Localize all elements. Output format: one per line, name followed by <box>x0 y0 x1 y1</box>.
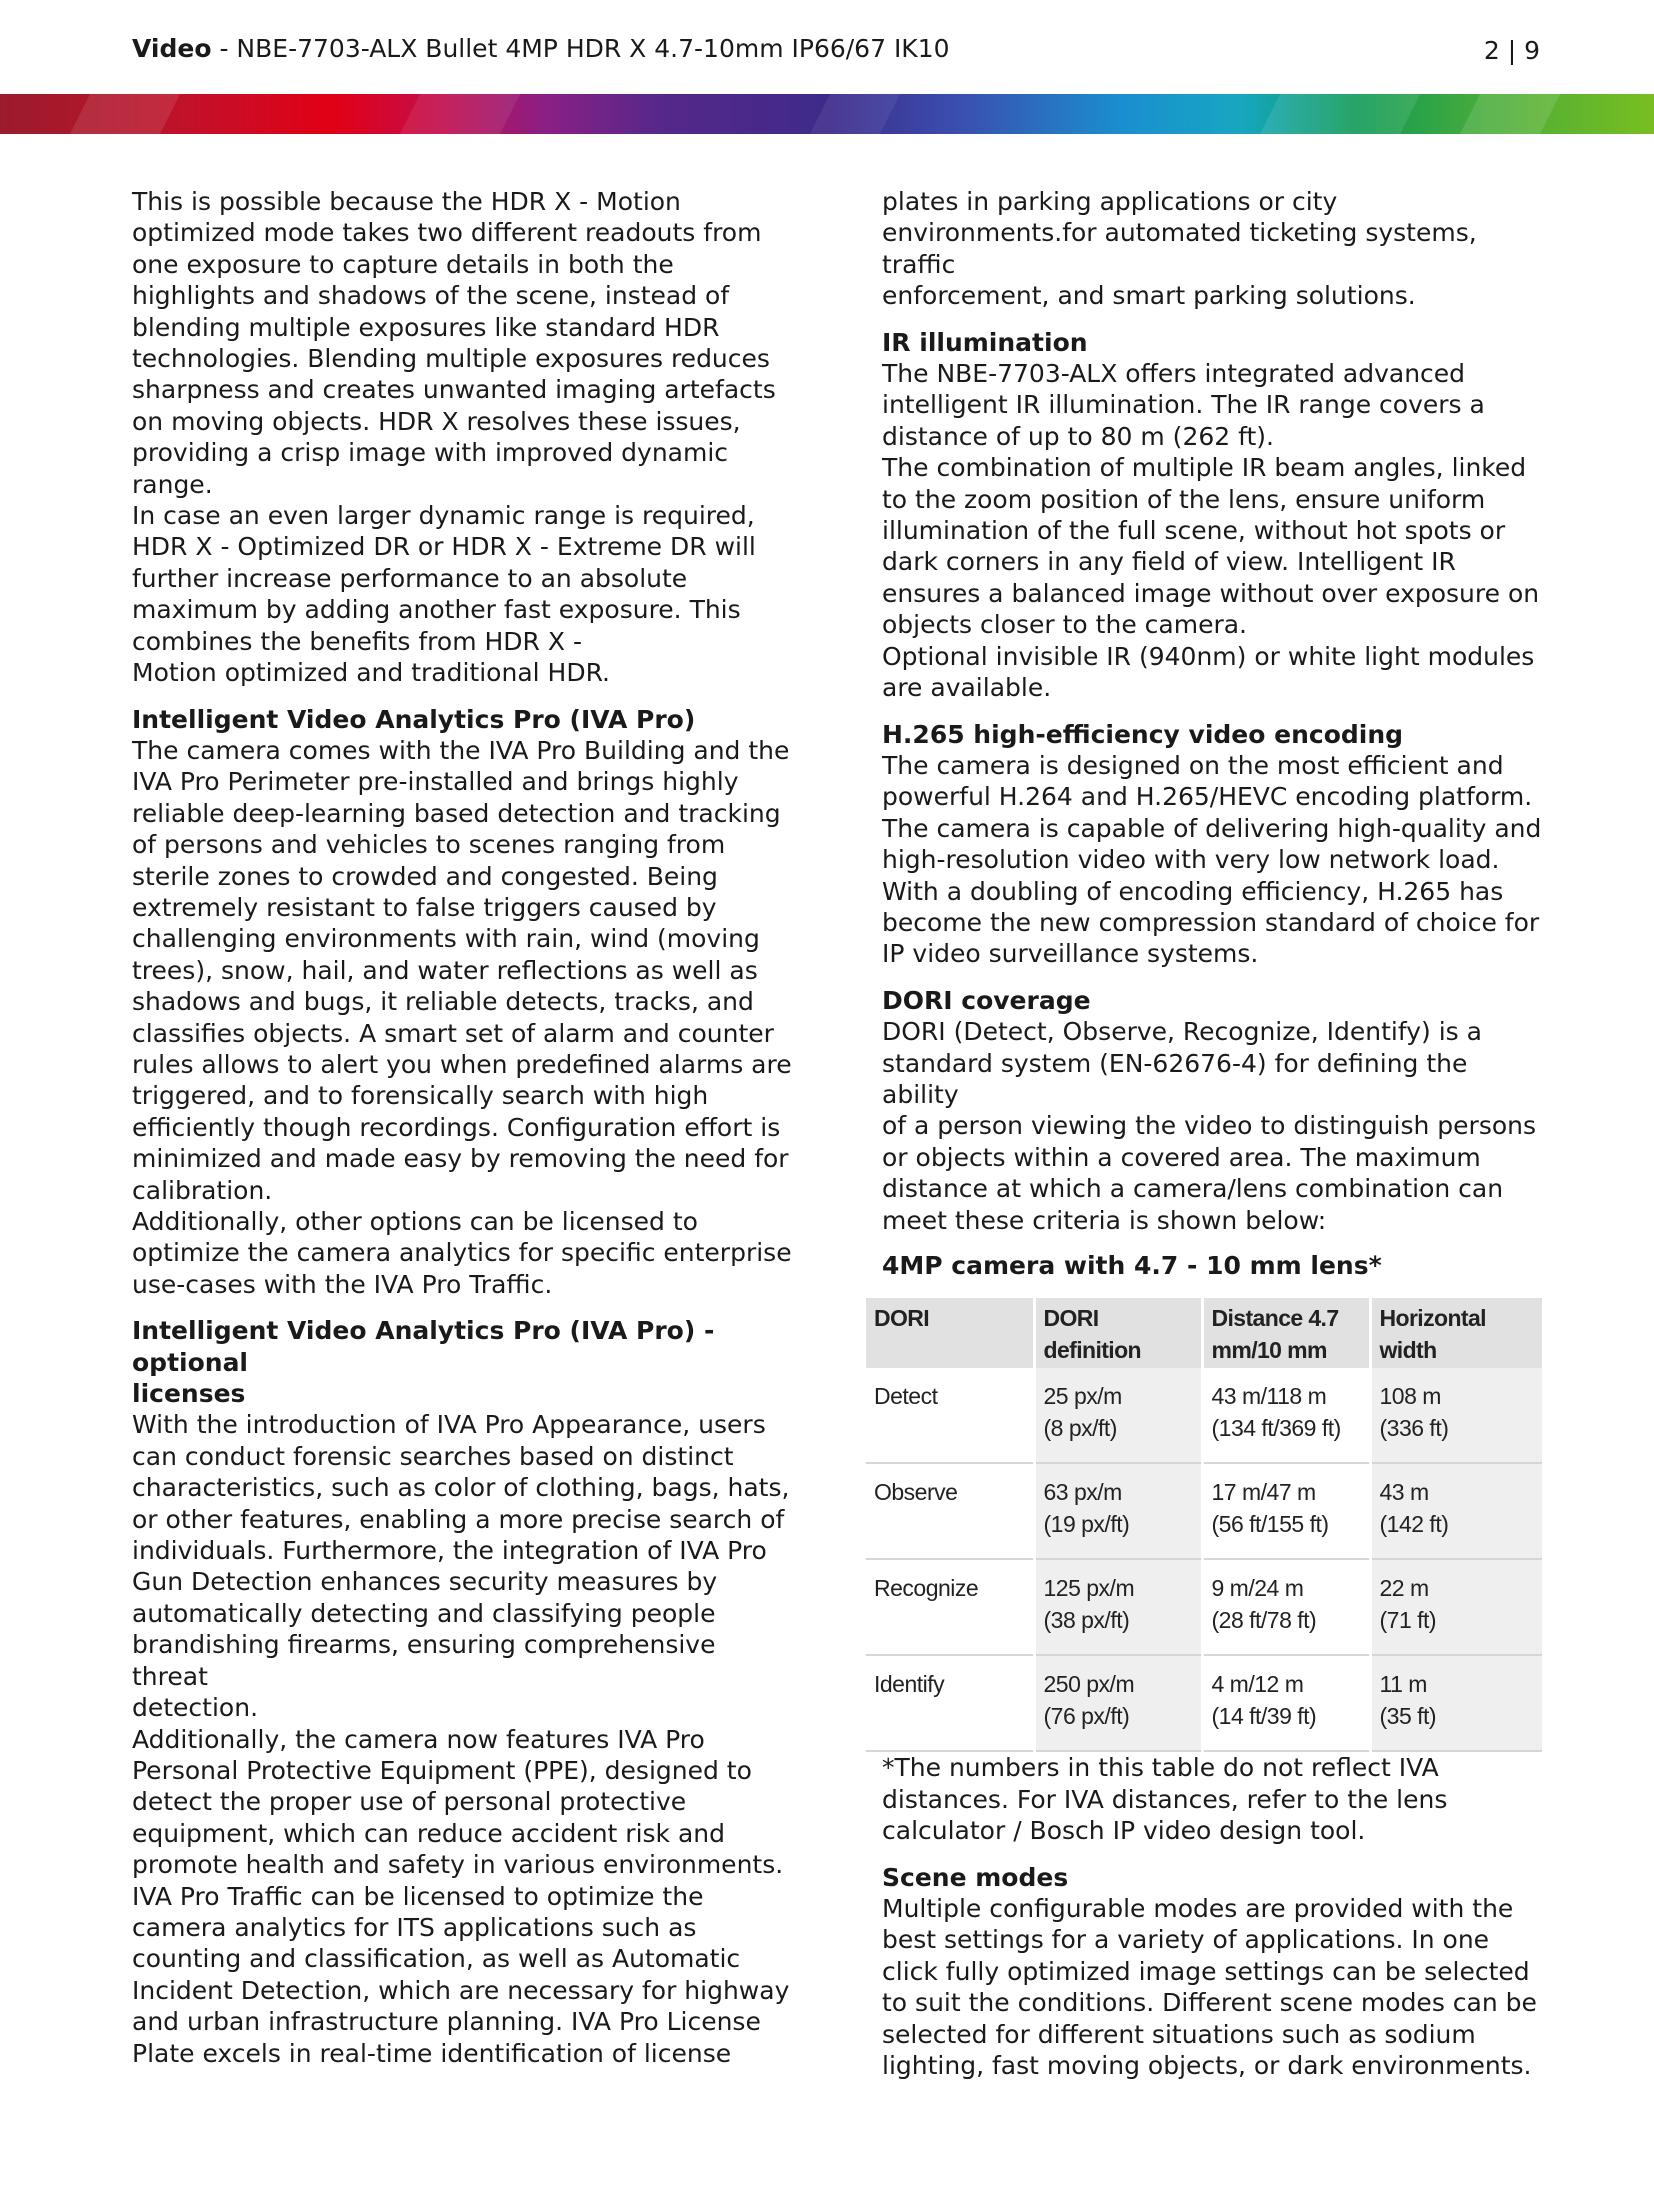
table-row <box>866 1463 1542 1559</box>
dori-heading: DORI coverage <box>882 985 1091 1015</box>
table-cell: 17 m/47 m (56 ft/155 ft) <box>1202 1463 1370 1559</box>
table-cell: 63 px/m (19 px/ft) <box>1034 1463 1202 1559</box>
iva-pro-heading: Intelligent Video Analytics Pro (IVA Pro) <box>132 704 696 734</box>
h265-paragraph: The camera is designed on the most efficient and powerful H.264 and H.265/HEVC encoding platform. The camera is capable of delivering high-quality and high-resolution video with very low network load. With a doubling of encoding efficiency, H.265 has become the new compression standard of choice for IP video surveillance systems. <box>882 750 1542 969</box>
dori-paragraph: DORI (Detect, Observe, Recognize, Identify) is a standard system (EN-62676-4) for defining the ability of a person viewing the video to distinguish persons or objects within a covered area. The maximum distance at which a camera/lens combination can meet these criteria is shown below: <box>882 1017 1537 1235</box>
table-cell: 22 m (71 ft) <box>1370 1559 1542 1655</box>
page-number: 2 | 9 <box>1483 36 1540 65</box>
ir-illumination-paragraph: The NBE-7703-ALX offers integrated advanced intelligent IR illumination. The IR range covers a distance of up to 80 m (262 ft). The combination of multiple IR beam angles, linked to the zoom position of the lens, ensure uniform illumination of the full scene, without hot spots or dark corners in any field of view. Intelligent IR ensures a balanced image without over exposure on objects closer to the camera. Optional invisible IR (940nm) or white light modules are available. <box>882 359 1540 703</box>
document-category: Video <box>132 34 212 63</box>
right-column <box>874 186 1542 2081</box>
table-footnote: *The numbers in this table do not reflect IVA distances. For IVA distances, refer to the lens calculator / Bosch IP video design tool. <box>882 1753 1448 1846</box>
product-name: - NBE-7703-ALX Bullet 4MP HDR X 4.7-10mm IP66/67 IK10 <box>211 34 950 63</box>
scene-modes-heading: Scene modes <box>882 1862 1069 1892</box>
page-header <box>132 34 1540 74</box>
table-row <box>866 1559 1542 1655</box>
h265-heading: H.265 high-efficiency video encoding <box>882 719 1404 749</box>
brand-color-bar <box>0 94 1654 134</box>
table-cell: 250 px/m (76 px/ft) <box>1034 1655 1202 1751</box>
table-row <box>866 1368 1542 1463</box>
table-cell: 125 px/m (38 px/ft) <box>1034 1559 1202 1655</box>
table-cell: 108 m (336 ft) <box>1370 1368 1542 1463</box>
iva-options-paragraph: With the introduction of IVA Pro Appearance, users can conduct forensic searches based on distinct characteristics, such as color of clothing, bags, hats, or other features, enabling a more precise search of individuals. Furthermore, the integration of IVA Pro Gun Detection enhances security measures by automatically detecting and classifying people brandishing firearms, ensuring comprehensive threat detection. Additionally, the camera now features IVA Pro Personal Protective Equipment (PPE), designed to detect the proper use of personal protective equipment, which can reduce accident risk and promote health and safety in various environments. IVA Pro Traffic can be licensed to optimize the camera analytics for ITS applications such as counting and classification, as well as Automatic Incident Detection, which are necessary for highway and urban infrastructure planning. IVA Pro License Plate excels in real-time identification of license <box>132 1410 790 2068</box>
table-cell: 43 m/118 m (134 ft/369 ft) <box>1202 1368 1370 1463</box>
document-title <box>132 34 950 63</box>
table-cell: 4 m/12 m (14 ft/39 ft) <box>1202 1655 1370 1751</box>
iva-options-heading: Intelligent Video Analytics Pro (IVA Pro) - optional licenses <box>132 1316 715 1409</box>
scene-modes-paragraph: Multiple configurable modes are provided with the best settings for a variety of applications. In one click fully optimized image settings can be selected to suit the conditions. Different scene modes can be selected for different situations such as sodium lighting, fast moving objects, or dark environments. <box>882 1894 1537 2081</box>
dori-table <box>866 1298 1542 1752</box>
table-cell: 25 px/m (8 px/ft) <box>1034 1368 1202 1463</box>
table-cell: Observe <box>866 1463 1034 1559</box>
table-cell: 43 m (142 ft) <box>1370 1463 1542 1559</box>
table-header-row <box>866 1298 1542 1368</box>
table-cell: Identify <box>866 1655 1034 1751</box>
table-row <box>866 1655 1542 1751</box>
dori-table-caption: 4MP camera with 4.7 - 10 mm lens* <box>882 1251 1382 1280</box>
table-cell: 11 m (35 ft) <box>1370 1655 1542 1751</box>
header-dori: DORI <box>866 1298 1034 1368</box>
table-cell: 9 m/24 m (28 ft/78 ft) <box>1202 1559 1370 1655</box>
left-column <box>132 186 792 2069</box>
hdr-x-paragraph: This is possible because the HDR X - Motion optimized mode takes two different readouts from one exposure to capture details in both the highlights and shadows of the scene, instead of blending multiple exposures like standard HDR technologies. Blending multiple exposures reduces sharpness and creates unwanted imaging artefacts on moving objects. HDR X resolves these issues, providing a crisp image with improved dynamic range. In case an even larger dynamic range is required, HDR X - Optimized DR or HDR X - Extreme DR will further increase performance to an absolute maximum by adding another fast exposure. This combines the benefits from HDR X - Motion optimized and traditional HDR. <box>132 187 776 688</box>
header-horizontal-width: Horizontal width <box>1370 1298 1542 1368</box>
ir-illumination-heading: IR illumination <box>882 327 1088 357</box>
continuation-paragraph: plates in parking applications or city environments.for automated ticketing systems, traffic enforcement, and smart parking solutions. <box>882 187 1477 311</box>
iva-pro-paragraph: The camera comes with the IVA Pro Building and the IVA Pro Perimeter pre-installed and brings highly reliable deep-learning based detection and tracking of persons and vehicles to scenes ranging from sterile zones to crowded and congested. Being extremely resistant to false triggers caused by challenging environments with rain, wind (moving trees), snow, hail, and water reflections as well as shadows and bugs, it reliable detects, tracks, and classifies objects. A smart set of alarm and counter rules allows to alert you when predefined alarms are triggered, and to forensically search with high efficiently though recordings. Configuration effort is minimized and made easy by removing the need for calibration. Additionally, other options can be licensed to optimize the camera analytics for specific enterprise use-cases with the IVA Pro Traffic. <box>132 735 792 1299</box>
header-distance: Distance 4.7 mm/10 mm <box>1202 1298 1370 1368</box>
table-cell: Recognize <box>866 1559 1034 1655</box>
table-cell: Detect <box>866 1368 1034 1463</box>
header-dori-definition: DORI definition <box>1034 1298 1202 1368</box>
